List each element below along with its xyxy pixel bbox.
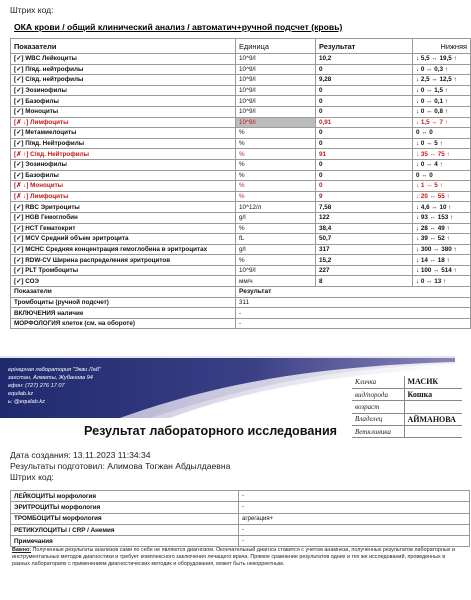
reference-range: ↓ 300 ↔ 380 ↑ — [413, 244, 471, 255]
unit-cell: % — [236, 138, 316, 149]
extra-row — [11, 297, 471, 308]
lab-name: ерінарная лаборатория "Экви Лаб" — [8, 367, 101, 373]
unit-cell: мм/ч — [236, 276, 316, 287]
reference-range: ↓ 0 ↔ 1,5 ↑ — [413, 85, 471, 96]
morphology-value: - — [239, 524, 470, 535]
indicator-name: [✓] HGB Гемоглобин — [11, 212, 236, 223]
patient-info-key: возраст — [352, 401, 404, 413]
patient-info-key: Владелец — [352, 413, 404, 425]
results-body — [11, 54, 471, 329]
result-value: 0 — [316, 170, 413, 181]
extra-row — [11, 308, 471, 319]
results-table — [10, 38, 471, 329]
indicator-name: [✓] Эозинофилы — [11, 159, 236, 170]
indicator-name: [✓] П/яд. нейтрофилы — [11, 64, 236, 75]
morphology-name: ЛЕЙКОЦИТЫ морфология — [11, 491, 239, 502]
indicator-name: [✗ ↑] С/яд. Нейтрофилы — [11, 149, 236, 160]
patient-info-row — [352, 401, 462, 413]
result-row — [11, 106, 471, 117]
indicator-name: [✗ ↓] Лимфоциты — [11, 191, 236, 202]
result-row — [11, 265, 471, 276]
column-header-result: Результат — [316, 39, 413, 54]
result-row — [11, 181, 471, 192]
lab-website: equilab.kz — [8, 391, 34, 397]
result-row — [11, 64, 471, 75]
unit-cell: % — [236, 128, 316, 139]
reference-range: ↓ 0 ↔ 0,8 ↑ — [413, 106, 471, 117]
result-row — [11, 212, 471, 223]
indicator-name: [✓] Базофилы — [11, 96, 236, 107]
unit-cell: 10^9/l — [236, 85, 316, 96]
result-value: 8 — [316, 276, 413, 287]
reference-range: 0 ↔ 0 — [413, 170, 471, 181]
result-row — [11, 191, 471, 202]
reference-range: ↓ 0 ↔ 5 ↑ — [413, 138, 471, 149]
indicator-name: [✗ ↓] Моноциты — [11, 181, 236, 192]
extra-indicator: ВКЛЮЧЕНИЯ наличие — [11, 308, 236, 319]
result-value: 38,4 — [316, 223, 413, 234]
morphology-row — [11, 524, 470, 535]
extra-header-row — [11, 287, 471, 298]
result-value: 227 — [316, 265, 413, 276]
reference-range: ↓ 4,6 ↔ 10 ↑ — [413, 202, 471, 213]
patient-info-value — [404, 401, 462, 413]
result-row — [11, 96, 471, 107]
reference-range: 0 ↔ 0 — [413, 128, 471, 139]
result-value: 317 — [316, 244, 413, 255]
indicator-name: [✓] MCV Средний объем эритроцита — [11, 234, 236, 245]
result-row — [11, 85, 471, 96]
extra-value: - — [236, 308, 471, 319]
extra-value: - — [236, 318, 471, 329]
reference-range: ↓ 0 ↔ 4 ↑ — [413, 159, 471, 170]
reference-range: ↓ 5,5 ↔ 19,5 ↑ — [413, 54, 471, 65]
patient-info-key: вид/порода — [352, 388, 404, 400]
morphology-name: РЕТИКУЛОЦИТЫ / CRP / Анемия — [11, 524, 239, 535]
indicator-name: [✓] HCT Гематокрит — [11, 223, 236, 234]
report-title: Результат лабораторного исследования — [84, 424, 338, 438]
reference-range: ↓ 2,5 ↔ 12,5 ↑ — [413, 75, 471, 86]
reference-range: ↓ 14 ↔ 18 ↑ — [413, 255, 471, 266]
extra-header-result: Результат — [236, 287, 471, 298]
unit-cell: % — [236, 170, 316, 181]
morphology-name: Примечания — [11, 536, 239, 547]
result-value: 122 — [316, 212, 413, 223]
unit-cell: 10^9/l — [236, 75, 316, 86]
indicator-name: [✓] WBC Лейкоциты — [11, 54, 236, 65]
disclaimer-label: Важно: — [12, 547, 32, 553]
patient-info-key: Ветклиника — [352, 426, 404, 438]
reference-range: ↓ 39 ↔ 52 ↑ — [413, 234, 471, 245]
unit-cell: 10^9/l — [236, 106, 316, 117]
result-row — [11, 170, 471, 181]
column-header-range: Нижняя — [413, 39, 471, 54]
result-value: 0 — [316, 128, 413, 139]
reference-range: ↓ 20 ↔ 55 ↑ — [413, 191, 471, 202]
patient-info-row — [352, 376, 462, 388]
result-row — [11, 75, 471, 86]
indicator-name: [✓] RBC Эритроциты — [11, 202, 236, 213]
result-value: 7,58 — [316, 202, 413, 213]
reference-range: ↓ 100 ↔ 514 ↑ — [413, 265, 471, 276]
result-row — [11, 138, 471, 149]
result-value: 91 — [316, 149, 413, 160]
result-value: 0 — [316, 96, 413, 107]
result-row — [11, 234, 471, 245]
creation-date: Дата создания: 13.11.2023 11:34:34 — [10, 450, 151, 460]
result-value: 10,2 — [316, 54, 413, 65]
morphology-name: ТРОМБОЦИТЫ морфология — [11, 513, 239, 524]
morphology-value: - — [239, 502, 470, 513]
patient-info-table — [352, 376, 462, 438]
extra-header-indicator: Показатели — [11, 287, 236, 298]
unit-cell: % — [236, 181, 316, 192]
barcode-label-top: Штрих код: — [10, 5, 54, 15]
lab-social: ь: @equilab.kz — [8, 399, 45, 405]
column-header-unit: Единица — [236, 39, 316, 54]
result-row — [11, 276, 471, 287]
results-header-row — [11, 39, 471, 54]
reference-range: ↓ 0 ↔ 13 ↑ — [413, 276, 471, 287]
result-value: 0 — [316, 181, 413, 192]
indicator-name: [✓] С/яд. нейтрофилы — [11, 75, 236, 86]
result-value: 0 — [316, 64, 413, 75]
reference-range: ↓ 1,5 ↔ 7 ↑ — [413, 117, 471, 128]
indicator-name: [✓] Базофилы — [11, 170, 236, 181]
indicator-name: [✓] PLT Тромбоциты — [11, 265, 236, 276]
morphology-table — [10, 490, 470, 547]
result-value: 0,91 — [316, 117, 413, 128]
patient-info-key: Кличка — [352, 376, 404, 388]
reference-range: ↓ 0 ↔ 0,1 ↑ — [413, 96, 471, 107]
reference-range: ↓ 93 ↔ 153 ↑ — [413, 212, 471, 223]
patient-info-row — [352, 426, 462, 438]
result-row — [11, 202, 471, 213]
patient-info-value — [404, 426, 462, 438]
extra-indicator: Тромбоциты (ручной подсчет) — [11, 297, 236, 308]
unit-cell: % — [236, 191, 316, 202]
unit-cell: % — [236, 159, 316, 170]
unit-cell: 10^9/l — [236, 265, 316, 276]
result-value: 15,2 — [316, 255, 413, 266]
unit-cell: fL — [236, 234, 316, 245]
indicator-name: [✓] СОЭ — [11, 276, 236, 287]
result-value: 9 — [316, 191, 413, 202]
patient-info-row — [352, 388, 462, 400]
result-value: 0 — [316, 159, 413, 170]
extra-row — [11, 318, 471, 329]
unit-cell: % — [236, 255, 316, 266]
lab-phone: ефон: (727) 276 17 07 — [8, 383, 65, 389]
result-row — [11, 255, 471, 266]
morphology-body — [11, 491, 470, 547]
result-value: 0 — [316, 106, 413, 117]
reference-range: ↓ 0 ↔ 0,3 ↑ — [413, 64, 471, 75]
unit-cell: 10^9/l — [236, 64, 316, 75]
patient-info-body — [352, 376, 462, 438]
result-row — [11, 149, 471, 160]
result-value: 9,28 — [316, 75, 413, 86]
disclaimer — [12, 547, 457, 568]
extra-indicator: МОРФОЛОГИЯ клеток (см. на обороте) — [11, 318, 236, 329]
morphology-row — [11, 491, 470, 502]
unit-cell: g/l — [236, 212, 316, 223]
result-value: 50,7 — [316, 234, 413, 245]
result-value: 0 — [316, 138, 413, 149]
indicator-name: [✓] Метамиелоциты — [11, 128, 236, 139]
indicator-name: [✓] П/яд. Нейтрофилы — [11, 138, 236, 149]
result-value: 0 — [316, 85, 413, 96]
column-header-indicator: Показатели — [11, 39, 236, 54]
indicator-name: [✓] Моноциты — [11, 106, 236, 117]
result-row — [11, 117, 471, 128]
patient-info-value: АЙМАНОВА — [404, 413, 462, 425]
reference-range: ↓ 35 ↔ 75 ↑ — [413, 149, 471, 160]
result-row — [11, 159, 471, 170]
result-row — [11, 223, 471, 234]
indicator-name: [✓] RDW-CV Ширина распределения эритроцитов — [11, 255, 236, 266]
indicator-name: [✗ ↓] Лимфоциты — [11, 117, 236, 128]
morphology-row — [11, 513, 470, 524]
unit-cell: 10^9/l — [236, 117, 316, 128]
lab-address: захстан, Алматы, Жубанова 94 — [8, 375, 93, 381]
indicator-name: [✓] MCHC Средняя концентрация гемоглобина в эритроцитах — [11, 244, 236, 255]
disclaimer-text: Полученные результаты анализов сами по себе не являются диагнозом. Окончательный диагноз ставится с учетом анамнеза, полученных результатов лабораторных и инструментальных методов диагностики и требует комплексного заключения лечащего врача. Прямое сравнение результатов одних и тех же исследований, проведенных в разных лабораториях с применением диагностических методик и оборудования, может быть некорректным. — [12, 547, 455, 567]
patient-info-value: Кошка — [404, 388, 462, 400]
morphology-row — [11, 536, 470, 547]
unit-cell: 10^12/л — [236, 202, 316, 213]
result-row — [11, 244, 471, 255]
reference-range: ↓ 1 ↔ 5 ↑ — [413, 181, 471, 192]
panel-title: ОКА крови / общий клинический анализ / автоматич+ручной подсчет (кровь) — [14, 22, 343, 32]
prepared-by: Результаты подготовил: Алимова Тогжан Абдылдаевна — [10, 461, 231, 471]
morphology-value: - — [239, 491, 470, 502]
extra-value: 311 — [236, 297, 471, 308]
morphology-value: агрегация+ — [239, 513, 470, 524]
morphology-name: ЭРИТРОЦИТЫ морфология — [11, 502, 239, 513]
result-row — [11, 54, 471, 65]
indicator-name: [✓] Эозинофилы — [11, 85, 236, 96]
barcode-label-bottom: Штрих код: — [10, 472, 54, 482]
reference-range: ↓ 28 ↔ 49 ↑ — [413, 223, 471, 234]
result-row — [11, 128, 471, 139]
unit-cell: % — [236, 223, 316, 234]
unit-cell: % — [236, 149, 316, 160]
morphology-value: - — [239, 536, 470, 547]
unit-cell: 10^9/l — [236, 54, 316, 65]
patient-info-value: МАСИК — [404, 376, 462, 388]
unit-cell: 10^9/l — [236, 96, 316, 107]
unit-cell: g/l — [236, 244, 316, 255]
patient-info-row — [352, 413, 462, 425]
morphology-row — [11, 502, 470, 513]
